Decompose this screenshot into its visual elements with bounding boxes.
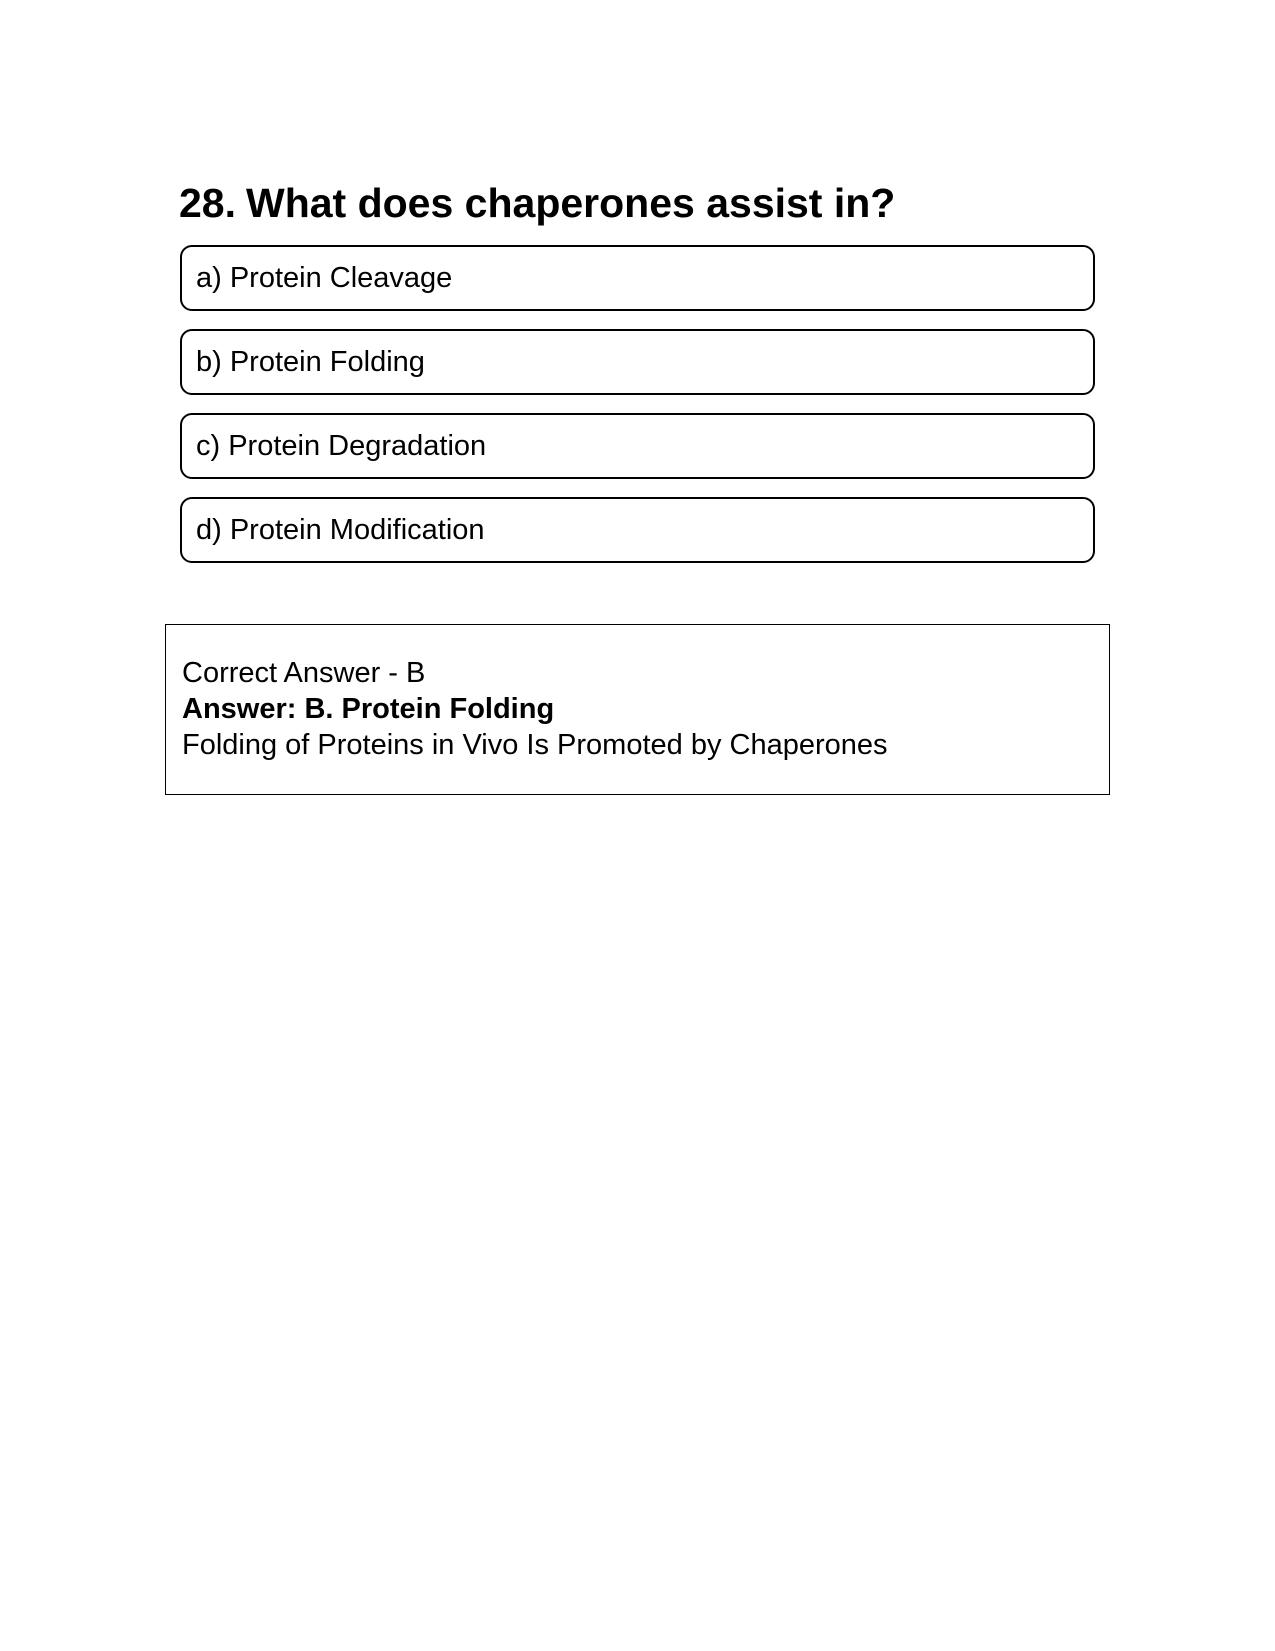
option-b-label: b) Protein Folding xyxy=(196,345,425,378)
option-b[interactable] xyxy=(180,329,1095,395)
option-c-label: c) Protein Degradation xyxy=(196,429,487,462)
option-d-label: d) Protein Modification xyxy=(196,513,485,546)
question-number: 28. xyxy=(179,180,236,226)
correct-answer-text: Correct Answer - B xyxy=(182,657,426,689)
question-title xyxy=(179,178,895,228)
option-c[interactable] xyxy=(180,413,1095,479)
answer-heading: Answer: B. Protein Folding xyxy=(182,693,555,725)
answer-explanation: Folding of Proteins in Vivo Is Promoted by Chaperones xyxy=(182,729,888,761)
question-text: What does chaperones assist in? xyxy=(246,180,896,226)
answer-box xyxy=(165,624,1110,795)
option-a-label: a) Protein Cleavage xyxy=(196,261,453,294)
option-d[interactable] xyxy=(180,497,1095,563)
option-a[interactable] xyxy=(180,245,1095,311)
